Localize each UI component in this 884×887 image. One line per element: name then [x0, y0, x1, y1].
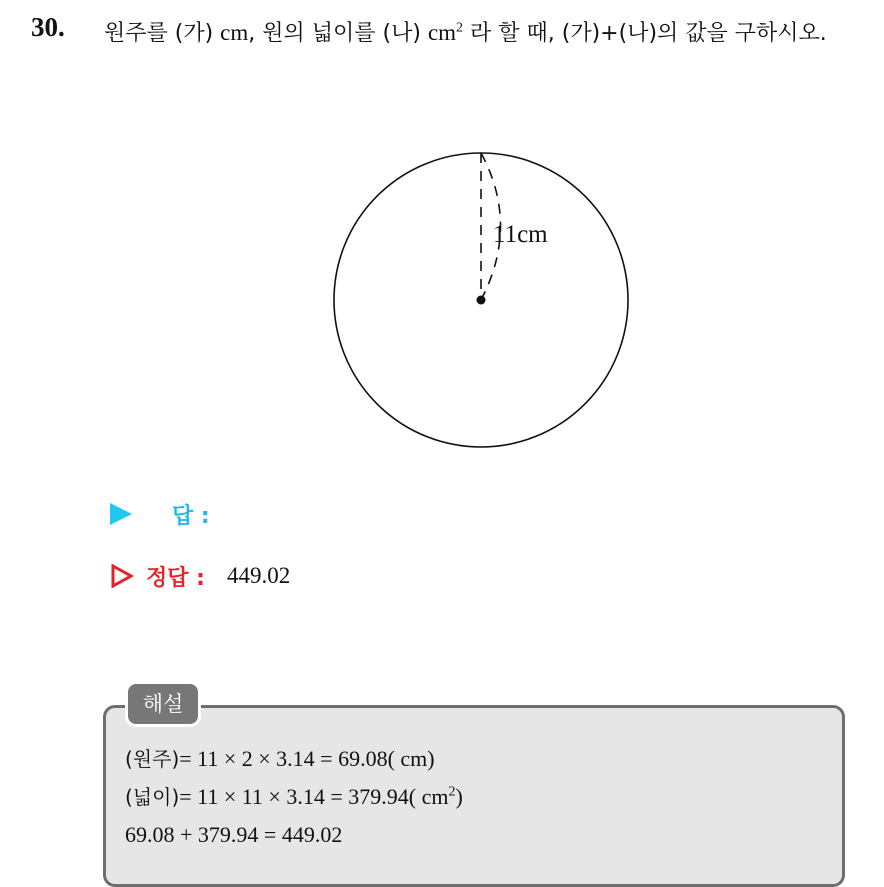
- question-number: 30.: [31, 12, 65, 42]
- answer-label: 답 :: [172, 503, 210, 529]
- unit-cm-squared: $cm^2$: [427, 20, 464, 45]
- solution-lines: [125, 740, 463, 854]
- question-text-part-2: , 원의 넓이를 (나): [248, 21, 428, 46]
- unit-cm: cm: [220, 20, 249, 45]
- correct-answer-value: 449.02: [226, 563, 291, 588]
- radius-label: 11cm: [493, 221, 548, 248]
- question-text: [104, 13, 864, 54]
- question-text-part-3: 라 할 때, (가)+(나)의 값을 구하시오.: [463, 21, 827, 46]
- correct-answer-label: 정답 :: [146, 565, 205, 591]
- outline-triangle-icon: [110, 564, 134, 588]
- solution-line-1: (원주)= 11 × 2 × 3.14 = 69.08( cm): [125, 746, 435, 771]
- question-text-part-1: 원주를 (가): [104, 21, 221, 46]
- play-triangle-icon: [110, 503, 132, 525]
- solution-tag: 해설: [128, 684, 198, 724]
- circle-figure: [320, 140, 640, 460]
- correct-answer-row: [110, 559, 290, 593]
- solution-line-3: 69.08 + 379.94 = 449.02: [125, 822, 343, 847]
- solution-line-2: (넓이)= 11 × 11 × 3.14 = 379.94( $cm^2$): [125, 784, 463, 809]
- center-point: [477, 296, 486, 305]
- answer-row: [110, 497, 210, 531]
